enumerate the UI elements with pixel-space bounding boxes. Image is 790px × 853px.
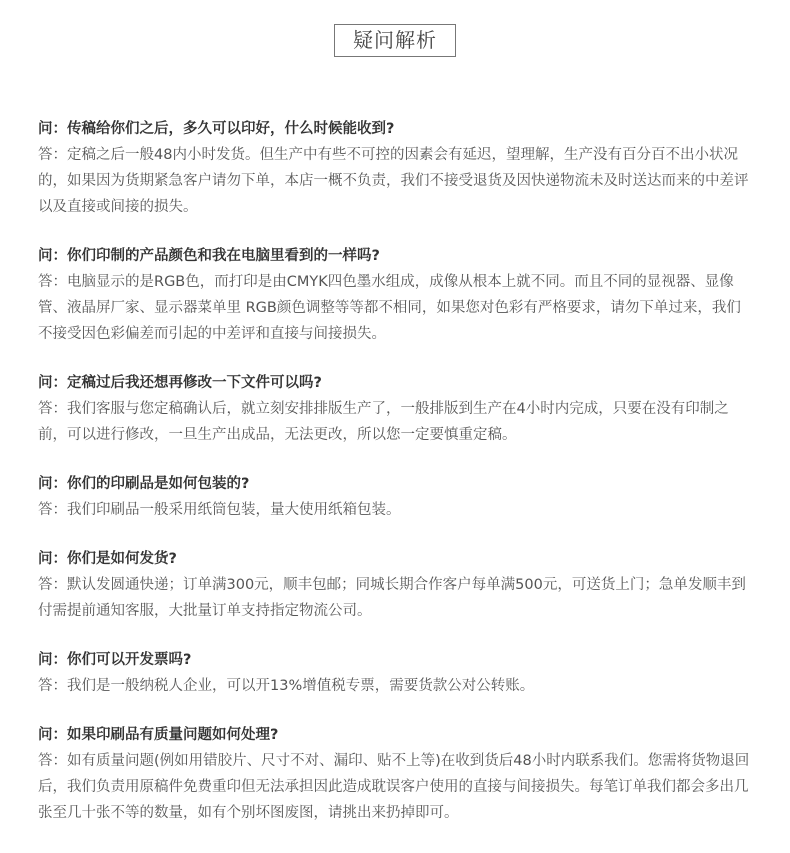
faq-item — [38, 647, 754, 699]
faq-answer: 答：我们印刷品一般采用纸筒包装，量大使用纸箱包装。 — [38, 502, 401, 518]
faq-question: 问：你们是如何发货? — [38, 551, 177, 567]
faq-item — [38, 722, 754, 826]
faq-answer: 答：我们客服与您定稿确认后，就立刻安排排版生产了，一般排版到生产在4小时内完成，只要在没有印制之前，可以进行修改，一旦生产出成品，无法更改，所以您一定要慎重定稿。 — [38, 401, 729, 443]
faq-item — [38, 243, 754, 347]
faq-item — [38, 370, 754, 448]
faq-question: 问：定稿过后我还想再修改一下文件可以吗? — [38, 375, 322, 391]
faq-question: 问：你们印制的产品颜色和我在电脑里看到的一样吗? — [38, 248, 380, 264]
faq-item — [38, 471, 754, 523]
faq-answer: 答：我们是一般纳税人企业，可以开13%增值税专票，需要货款公对公转账。 — [38, 678, 535, 694]
faq-answer: 答：电脑显示的是RGB色，而打印是由CMYK四色墨水组成，成像从根本上就不同。而且不同的显视器、显像管、液晶屏厂家、显示器菜单里 RGB颜色调整等等都不相同，如果您对色彩有严格要求，请勿下单过来，我们不接受因色彩偏差而引起的中差评和直接与间接损失。 — [38, 274, 741, 342]
faq-question: 问：如果印刷品有质量问题如何处理? — [38, 727, 279, 743]
faq-question: 问：传稿给你们之后，多久可以印好，什么时候能收到? — [38, 121, 395, 137]
faq-item — [38, 546, 754, 624]
faq-answer: 答：如有质量问题(例如用错胶片、尺寸不对、漏印、贴不上等)在收到货后48小时内联系我们。您需将货物退回后，我们负责用原稿件免费重印但无法承担因此造成耽误客户使用的直接与间接损失。每笔订单我们都会多出几张至几十张不等的数量，如有个别坏图废图，请挑出来扔掉即可。 — [38, 753, 750, 821]
faq-answer: 答：定稿之后一般48内小时发货。但生产中有些不可控的因素会有延迟，望理解，生产没有百分百不出小状况的，如果因为货期紧急客户请勿下单，本店一概不负责，我们不接受退货及因快递物流未及时送达而来的中差评以及直接或间接的损失。 — [38, 147, 749, 215]
faq-item — [38, 116, 754, 220]
faq-answer: 答：默认发圆通快递；订单满300元，顺丰包邮；同城长期合作客户每单满500元，可送货上门；急单发顺丰到付需提前通知客服，大批量订单支持指定物流公司。 — [38, 577, 746, 619]
faq-question: 问：你们可以开发票吗? — [38, 652, 192, 668]
page-title: 疑问解析 — [334, 24, 456, 57]
faq-question: 问：你们的印刷品是如何包装的? — [38, 476, 250, 492]
faq-list — [38, 116, 754, 849]
